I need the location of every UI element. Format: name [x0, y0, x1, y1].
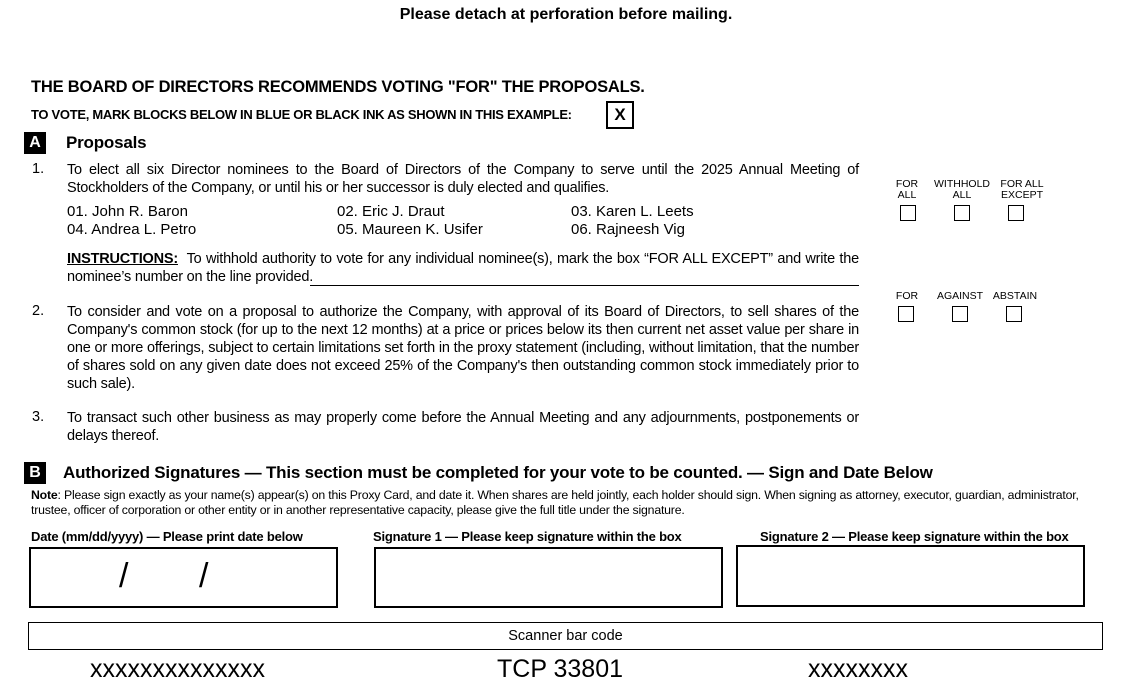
p2-against-checkbox[interactable]: [952, 306, 968, 322]
p2-for-checkbox[interactable]: [898, 306, 914, 322]
date-separator-2: /: [199, 557, 209, 595]
section-a-title: Proposals: [66, 133, 147, 152]
nominee-03: 03. Karen L. Leets: [571, 203, 694, 220]
signature-2-box[interactable]: [736, 545, 1085, 607]
vote-instruction: TO VOTE, MARK BLOCKS BELOW IN BLUE OR BLACK INK AS SHOWN IN THIS EXAMPLE:: [31, 107, 572, 122]
nominee-04: 04. Andrea L. Petro: [67, 221, 197, 238]
proposal-2-number: 2.: [32, 303, 45, 319]
section-a-badge: A: [24, 132, 46, 154]
col-abstain: ABSTAIN: [992, 290, 1038, 302]
col-withhold-all: WITHHOLD ALL: [934, 178, 990, 201]
section-b-title: Authorized Signatures — This section must be completed for your vote to be counted. — Sign and Date Below: [63, 463, 933, 482]
nominee-06: 06. Rajneesh Vig: [571, 221, 685, 238]
proposal-1-number: 1.: [32, 161, 45, 177]
signature-1-box[interactable]: [374, 547, 723, 608]
col-for-all-except: FOR ALL EXCEPT: [1000, 178, 1044, 201]
proposal-1-text: To elect all six Director nominees to the Board of Directors of the Company to serve until the 2025 Annual Meeting of Stockholders of the Company, or until his or her successor is duly elected and qualifies.: [67, 162, 859, 196]
p2-abstain-checkbox[interactable]: [1006, 306, 1022, 322]
nominee-01: 01. John R. Baron: [67, 203, 188, 220]
detach-notice: Please detach at perforation before mailing.: [399, 6, 733, 23]
nominee-02: 02. Eric J. Draut: [337, 203, 445, 220]
note-label: Note: [31, 488, 58, 502]
nominee-05: 05. Maureen K. Usifer: [337, 221, 483, 238]
date-label: Date (mm/dd/yyyy) — Please print date below: [31, 529, 303, 544]
col-for-all: FOR ALL: [895, 178, 919, 201]
instructions-label: INSTRUCTIONS:: [67, 251, 178, 267]
date-box[interactable]: [29, 547, 338, 608]
signature-2-label: Signature 2 — Please keep signature within the box: [760, 529, 1069, 544]
proposal-3-number: 3.: [32, 409, 45, 425]
col-against: AGAINST: [936, 290, 984, 302]
instructions-text: To withhold authority to vote for any individual nominee(s), mark the box “FOR ALL EXCEPT” and write the nominee’s number on the line provided.: [67, 251, 859, 285]
except-write-line[interactable]: [310, 285, 859, 286]
right-code: xxxxxxxx: [808, 655, 908, 683]
instructions: [67, 250, 859, 286]
proposal-3-text: To transact such other business as may properly come before the Annual Meeting and any adjournments, postponements or delays thereof.: [67, 410, 859, 444]
scanner-bar-code: Scanner bar code: [28, 622, 1103, 650]
p1-withhold-all-checkbox[interactable]: [954, 205, 970, 221]
note-text: : Please sign exactly as your name(s) appear(s) on this Proxy Card, and date it. When shares are held jointly, each holder should sign. When signing as attorney, executor, guardian, administrator, trustee, officer of corporation or other entity or in another representative capacity, please give the full title under the signature.: [31, 488, 1079, 517]
center-code: TCP 33801: [497, 655, 624, 683]
proposal-2-text: To consider and vote on a proposal to authorize the Company, with approval of its Board of Directors, to sell shares of the Company's common stock (for up to the next 12 months) at a price or prices below its then current net asset value per share in one or more offerings, subject to certain limitations set forth in the proxy statement (including, without limitation, that the number of shares sold on any given date does not exceed 25% of the Company's then outstanding common stock immediately prior to such sale).: [67, 304, 859, 392]
board-recommendation: THE BOARD OF DIRECTORS RECOMMENDS VOTING "FOR" THE PROPOSALS.: [31, 78, 645, 96]
section-b-badge: B: [24, 462, 46, 484]
col-for: FOR: [895, 290, 919, 302]
signature-1-label: Signature 1 — Please keep signature within the box: [373, 529, 682, 544]
date-separator-1: /: [119, 557, 129, 595]
p1-for-all-checkbox[interactable]: [900, 205, 916, 221]
left-code: xxxxxxxxxxxxxx: [90, 655, 265, 683]
example-mark-box: X: [606, 101, 634, 129]
p1-for-all-except-checkbox[interactable]: [1008, 205, 1024, 221]
signature-note: [31, 488, 1091, 518]
